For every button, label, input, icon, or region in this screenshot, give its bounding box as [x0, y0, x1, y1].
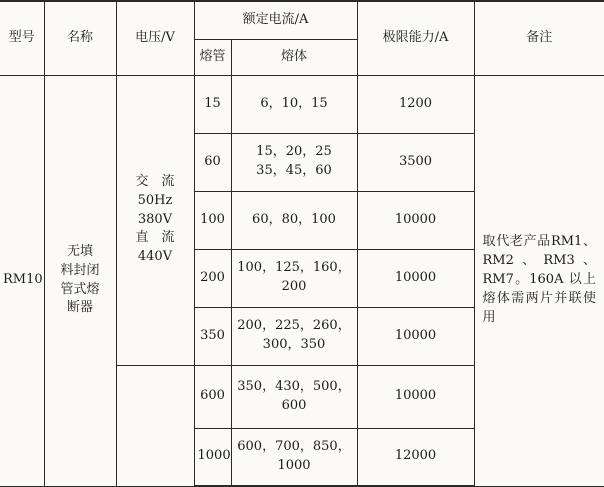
- tube-cell: 60: [194, 133, 231, 191]
- header-fuse-tube: 熔管: [194, 39, 231, 75]
- header-voltage: 电压/V: [116, 1, 194, 75]
- capacity-cell: 1200: [357, 75, 474, 133]
- element-cell: 200，225，260， 300，350: [231, 307, 357, 365]
- element-cell: 6，10，15: [231, 75, 357, 133]
- tube-cell: 15: [194, 75, 231, 133]
- tube-cell: 200: [194, 249, 231, 307]
- header-remarks: 备注: [474, 1, 604, 75]
- element-cell: 350，430，500， 600: [231, 365, 357, 428]
- tube-cell: 100: [194, 191, 231, 249]
- tube-cell: 600: [194, 365, 231, 428]
- remarks-cell: 取代老产品RM1、RM2、RM3、RM7。160A 以上熔体需两片并联使用: [474, 75, 604, 486]
- header-fuse-element: 熔体: [231, 39, 357, 75]
- header-rated-current: 额定电流/A: [194, 1, 357, 39]
- header-model: 型号: [0, 1, 44, 75]
- capacity-cell: 3500: [357, 133, 474, 191]
- element-cell: 60，80，100: [231, 191, 357, 249]
- voltage-cell-empty: [116, 365, 194, 486]
- capacity-cell: 10000: [357, 249, 474, 307]
- element-cell: 600，700，850， 1000: [231, 428, 357, 486]
- tube-cell: 1000: [194, 428, 231, 486]
- capacity-cell: 12000: [357, 428, 474, 486]
- header-breaking-capacity: 极限能力/A: [357, 1, 474, 75]
- name-cell: 无填 料封闭 管式熔 断器: [44, 75, 116, 486]
- capacity-cell: 10000: [357, 365, 474, 428]
- element-cell: 100，125，160，200: [231, 249, 357, 307]
- element-cell: 15，20，25 35，45，60: [231, 133, 357, 191]
- voltage-cell: 交 流 50Hz 380V 直 流 440V: [116, 75, 194, 365]
- capacity-cell: 10000: [357, 307, 474, 365]
- header-name: 名称: [44, 1, 116, 75]
- capacity-cell: 10000: [357, 191, 474, 249]
- tube-cell: 350: [194, 307, 231, 365]
- model-cell: RM10: [0, 75, 44, 486]
